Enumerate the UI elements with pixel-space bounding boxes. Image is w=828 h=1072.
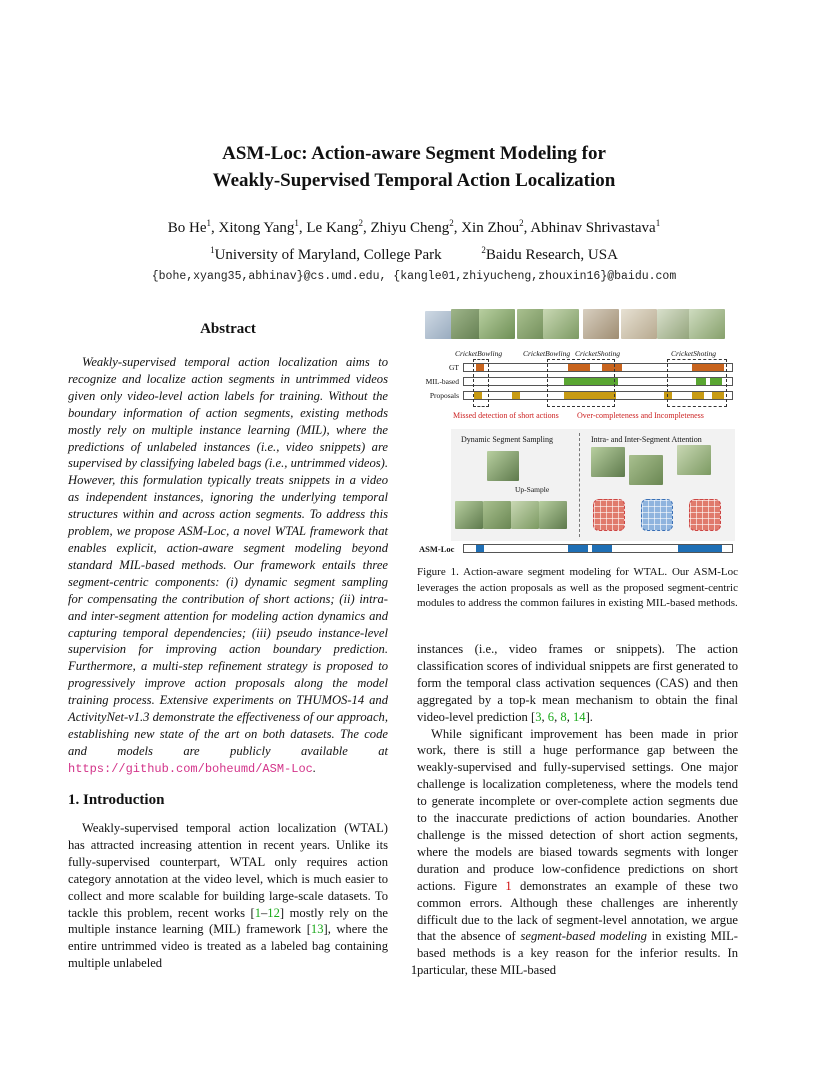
author: Bo He xyxy=(167,220,207,236)
asm-segment xyxy=(678,545,722,552)
video-frame xyxy=(543,309,579,339)
attention-matrix xyxy=(641,499,673,531)
module-label-sampling: Dynamic Segment Sampling xyxy=(461,435,553,444)
paper-title xyxy=(0,140,828,194)
author: Abhinav Shrivastava xyxy=(530,220,656,236)
video-frame xyxy=(677,445,711,475)
video-frame xyxy=(583,309,619,339)
figure-1 xyxy=(415,305,737,557)
action-label: CricketShoting xyxy=(575,349,620,358)
video-frame xyxy=(629,455,663,485)
citation-link[interactable]: 14 xyxy=(572,709,586,724)
video-frame-strip xyxy=(425,307,725,343)
action-label: CricketShoting xyxy=(671,349,716,358)
author-emails: {bohe,xyang35,abhinav}@cs.umd.edu, {kangle01,zhiyucheng,zhouxin16}@baidu.com xyxy=(151,270,677,283)
citation-link[interactable]: 6 xyxy=(547,709,555,724)
author-list: Bo He$^1$, Xitong Yang$^1$, Le Kang$^2$, Zhiyu Cheng$^2$, Xin Zhou$^2$, Abhinav Shrivastava$^1$ xyxy=(167,218,661,236)
author: Xin Zhou xyxy=(461,220,520,236)
video-frame xyxy=(621,309,657,339)
right-column-body xyxy=(417,641,738,979)
abstract-heading: Abstract xyxy=(200,321,256,337)
asm-segment xyxy=(476,545,484,552)
video-frame xyxy=(539,501,567,529)
row-label-proposals: Proposals xyxy=(429,391,459,400)
affiliation: $^2$Baidu Research, USA xyxy=(481,245,618,263)
row-label-mil: MIL-based xyxy=(425,377,459,386)
code-link[interactable]: https://github.com/boheumd/ASM-Loc xyxy=(68,761,313,776)
panel-divider xyxy=(579,433,580,537)
error-label-completeness: Over-completeness and Incompleteness xyxy=(577,411,704,420)
video-frame xyxy=(689,309,725,339)
author: Zhiyu Cheng xyxy=(370,220,450,236)
affiliation: $^1$University of Maryland, College Park xyxy=(210,245,442,263)
author: Xitong Yang xyxy=(218,220,295,236)
title-line-1: ASM-Loc: Action-aware Segment Modeling for xyxy=(222,143,606,164)
paragraph: instances (i.e., video frames or snippets). The action classification scores of individual snippets are first generated to form the temporal class activation sequences (CAS) and then aggregated by a top-k mean mechanism to obtain the final video-level prediction [3, 6, 8, 14]. xyxy=(417,642,738,724)
paragraph: While significant improvement has been made in prior work, there is still a huge performance gap between the weakly-supervised and fully-supervised settings. One major challenge is localization completeness, where the models tend to generate incomplete or over-complete action segments due to the inaccurate predictions of action boundaries. Another challenge is the missed detection of short action segments, where the models are biased towards segments with longer duration and produce low-confidence predictions on short actions. Figure 1 demonstrates an example of these two common errors. Although these challenges are inherently difficult due to the lack of segment-level annotation, we argue that the absence of segment-based modeling in existing MIL-based methods is a key reason for the inferior results. In particular, these MIL-based xyxy=(417,726,738,978)
asm-segment xyxy=(592,545,612,552)
section-heading-introduction: 1. Introduction xyxy=(68,792,165,808)
video-frame xyxy=(511,501,539,529)
action-label: CricketBowling xyxy=(523,349,571,358)
abstract-body: Weakly-supervised temporal action localization aims to recognize and localize action segments in untrimmed videos given only video-level action labels for training. Without the boundary information of action segments, existing methods mostly rely on multiple instance learning (MIL), where the predictions of unlabeled instances (i.e., video snippets) are supervised by classifying labeled bags (i.e., untrimmed videos). However, this formulation typically treats snippets in a video as independent instances, ignoring the underlying temporal structures within and across action segments. To address this problem, we propose ASM-Loc, a novel WTAL framework that enables explicit, action-aware segment modeling beyond standard MIL-based methods. Our framework entails three segment-centric components: (i) dynamic segment sampling for compensating the contribution of short actions; (ii) intra- and inter-segment attention for modeling action dynamics and capturing temporal dependencies; (iii) pseudo instance-level supervision for improving action boundary prediction. Furthermore, a multi-step refinement strategy is proposed to progressively improve action proposals along the model training process. Extensive experiments on THUMOS-14 and ActivityNet-v1.3 demonstrate the effectiveness of our approach, establishing new state of the art on both datasets. The code and models are publicly available at https://github.com/boheumd/ASM-Loc. xyxy=(68,355,388,776)
attention-matrix xyxy=(593,499,625,531)
citation-link[interactable]: 13 xyxy=(310,922,324,937)
video-frame xyxy=(591,447,625,477)
author: Le Kang xyxy=(306,220,359,236)
upsample-label: Up-Sample xyxy=(515,485,550,494)
page-number: 1 xyxy=(410,962,418,977)
row-label-gt: GT xyxy=(449,363,459,372)
action-label: CricketBowling xyxy=(455,349,503,358)
asm-segment xyxy=(568,545,588,552)
citation-link[interactable]: 12 xyxy=(267,905,280,920)
video-frame xyxy=(483,501,511,529)
module-label-attention: Intra- and Inter-Segment Attention xyxy=(591,435,702,444)
figure-caption: Figure 1. Action-aware segment modeling for WTAL. Our ASM-Loc leverages the action proposals as well as the proposed segment-centric modules to address the common failures in existing MIL-based methods. xyxy=(417,566,738,609)
highlight-box xyxy=(667,359,727,407)
video-frame xyxy=(657,309,693,339)
error-label-missed: Missed detection of short actions xyxy=(453,411,559,420)
citation-link[interactable]: 3 xyxy=(535,709,542,724)
video-frame xyxy=(487,451,519,481)
attention-matrix xyxy=(689,499,721,531)
highlight-box xyxy=(473,359,489,407)
figure-reference-link[interactable]: 1 xyxy=(505,878,512,893)
highlight-box xyxy=(547,359,615,407)
video-frame xyxy=(479,309,515,339)
title-line-2: Weakly-Supervised Temporal Action Localization xyxy=(212,170,616,191)
citation-link[interactable]: 1 xyxy=(254,905,261,920)
video-frame xyxy=(455,501,483,529)
asm-loc-bar xyxy=(463,544,733,553)
affiliations xyxy=(0,245,828,264)
citation-link[interactable]: 8 xyxy=(560,709,567,724)
intro-paragraph: Weakly-supervised temporal action localization (WTAL) has attracted increasing attention in recent years. Unlike its fully-supervised counterpart, WTAL only requires action category annotation at the video level, which is much easier to collect and more scalable for building large-scale datasets. To tackle this problem, recent works [1–12] mostly rely on the multiple instance learning (MIL) framework [13], where the entire untrimmed video is treated as a labeled bag containing multiple unlabeled xyxy=(68,821,388,971)
proposal-segment xyxy=(512,392,520,399)
asm-loc-label: ASM-Loc xyxy=(419,544,455,554)
